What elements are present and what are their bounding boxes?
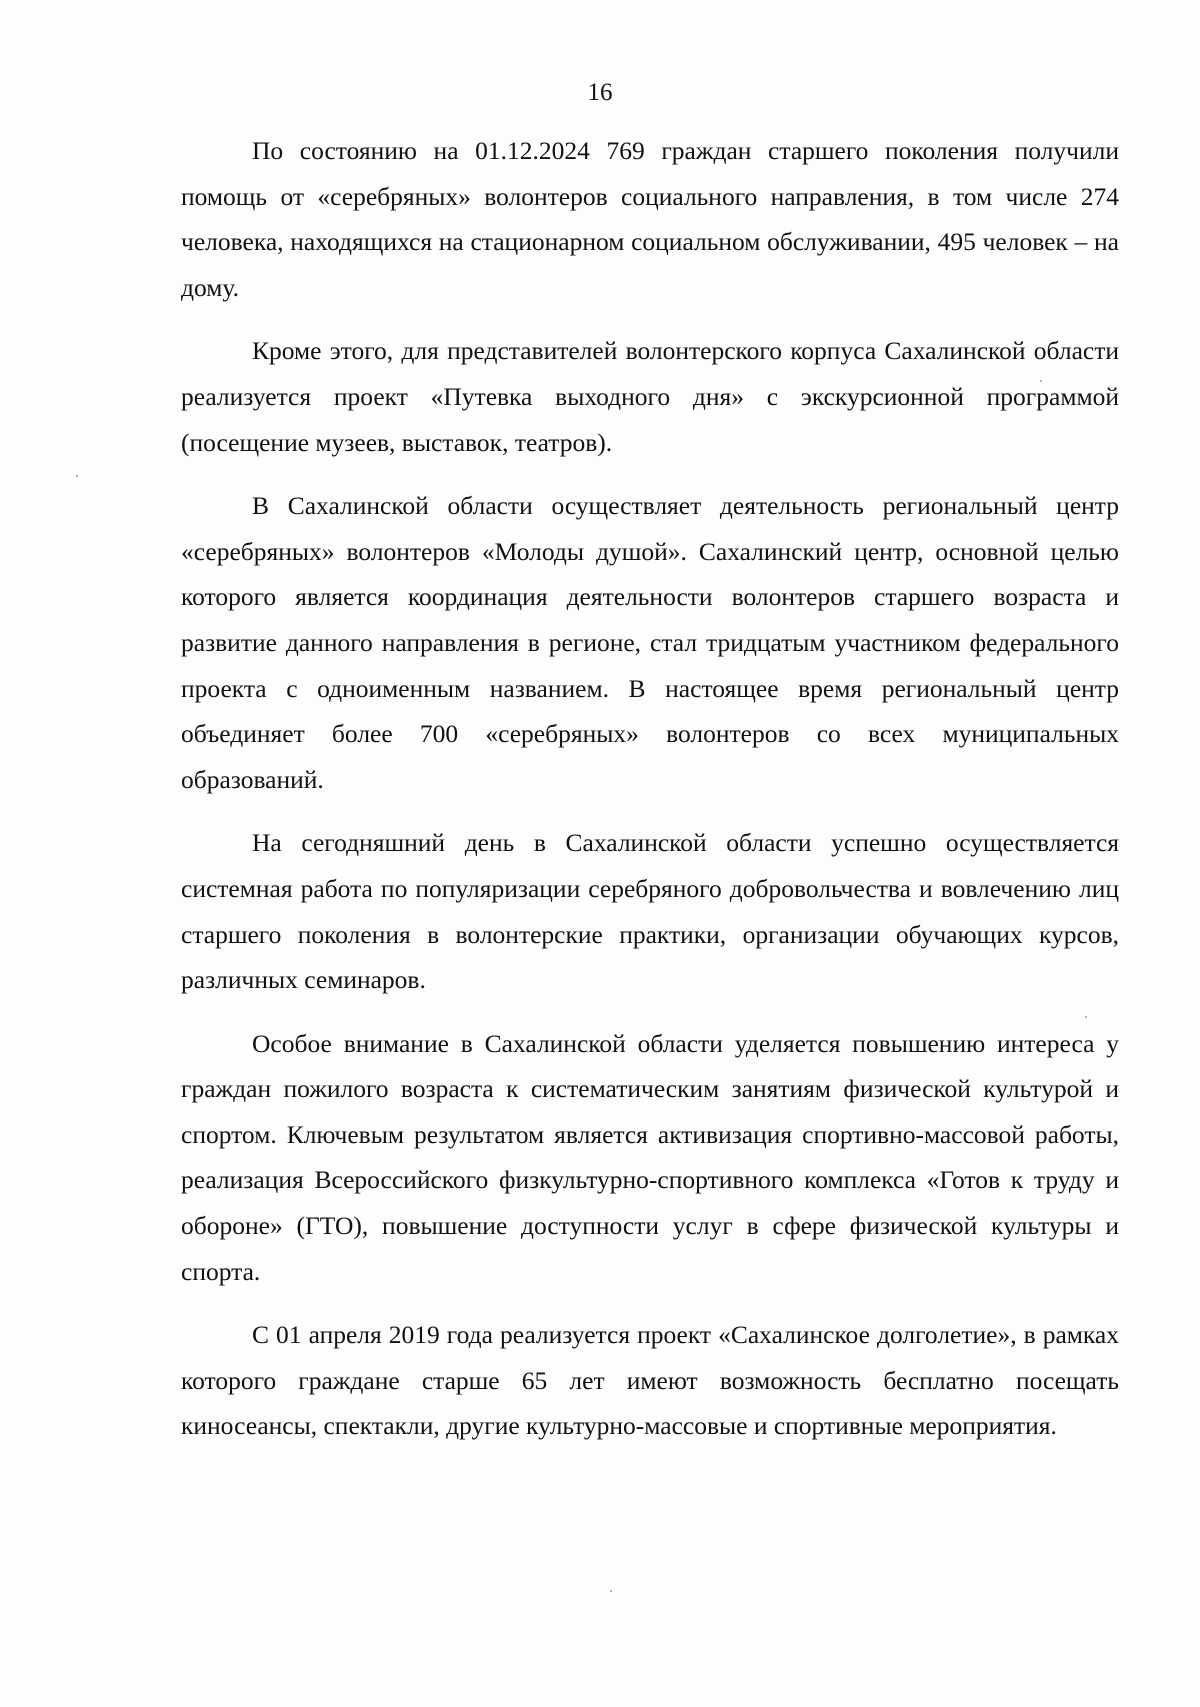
scan-speck xyxy=(76,475,78,477)
paragraph: Кроме этого, для представителей волонтерского корпуса Сахалинской области реализуется проект «Путевка выходного дня» с экскурсионной программой (посещение музеев, выставок, театров). xyxy=(181,336,1119,457)
paragraph: В Сахалинской области осуществляет деятельность региональный центр «серебряных» волонтеров «Молоды душой». Сахалинский центр, основной целью которого является координация деятельности волонтеров старшего возраста и развитие данного направления в регионе, стал тридцатым участником федерального проекта с одноименным названием. В настоящее время региональный центр объединяет более 700 «серебряных» волонтеров со всех муниципальных образований. xyxy=(181,491,1119,794)
document-body xyxy=(181,128,1119,1467)
paragraph: На сегодняшний день в Сахалинской области успешно осуществляется системная работа по популяризации серебряного добровольчества и вовлечению лиц старшего поколения в волонтерские практики, организации обучающих курсов, различных семинаров. xyxy=(181,828,1119,995)
scan-speck xyxy=(610,1590,612,1592)
paragraph: По состоянию на 01.12.2024 769 граждан старшего поколения получили помощь от «серебряных» волонтеров социального направления, в том числе 274 человека, находящихся на стационарном социальном обслуживании, 495 человек – на дому. xyxy=(181,136,1119,302)
paragraph: С 01 апреля 2019 года реализуется проект «Сахалинское долголетие», в рамках которого граждане старше 65 лет имеют возможность бесплатно посещать киносеансы, спектакли, другие культурно-массовые и спортивные мероприятия. xyxy=(181,1320,1119,1441)
paragraph: Особое внимание в Сахалинской области уделяется повышению интереса у граждан пожилого возраста к систематическим занятиям физической культурой и спортом. Ключевым результатом является активизация спортивно-массовой работы, реализация Всероссийского физкультурно-спортивного комплекса «Готов к труду и обороне» (ГТО), повышение доступности услуг в сфере физической культуры и спорта. xyxy=(181,1028,1119,1286)
page-number: 16 xyxy=(587,79,613,106)
